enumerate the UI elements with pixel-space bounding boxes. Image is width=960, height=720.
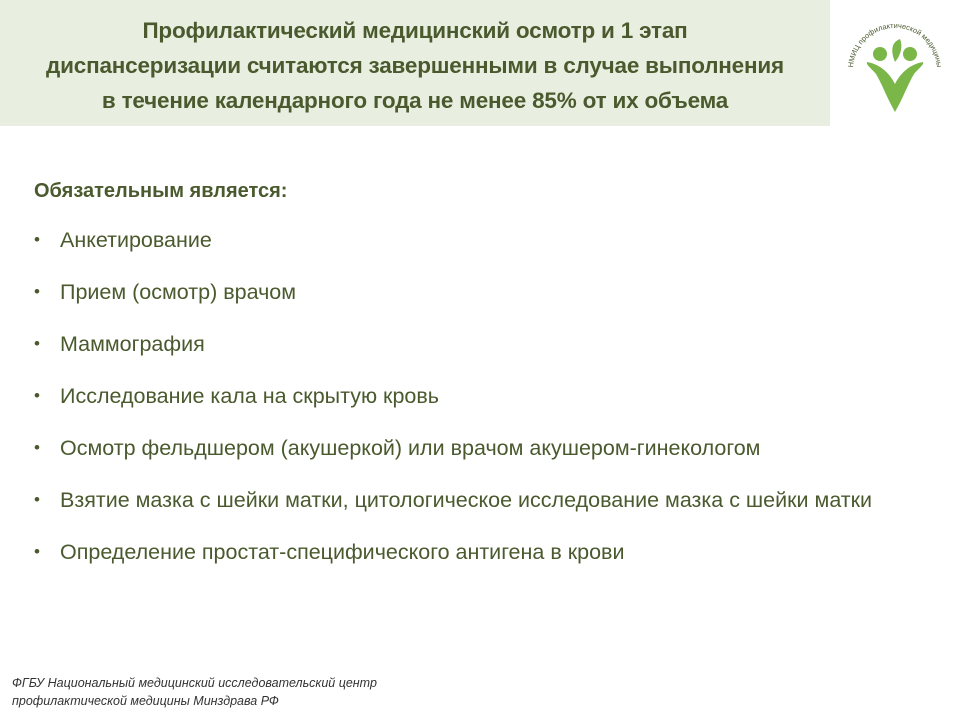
title-line: Профилактический медицинский осмотр и 1 этап (142, 18, 688, 43)
list-item (34, 526, 934, 578)
slide-title (0, 13, 830, 118)
list-item (34, 266, 934, 318)
list-item-text: Прием (осмотр) врачом (60, 280, 297, 304)
footer-line: ФГБУ Национальный медицинский исследовательский центр (12, 676, 377, 690)
list-item-text: Осмотр фельдшером (акушеркой) или врачом акушером-гинекологом (60, 436, 761, 460)
bullet-icon: • (34, 230, 40, 249)
list-item-text: Исследование кала на скрытую кровь (60, 384, 440, 408)
title-line: диспансеризации считаются завершенными в случае выполнения (46, 53, 784, 78)
logo-text: НМИЦ профилактической медицины (846, 20, 944, 68)
list-item-text: Маммография (60, 332, 205, 356)
bullet-icon: • (34, 334, 40, 353)
list-item (34, 214, 934, 266)
bullet-icon: • (34, 282, 40, 301)
list-item-text: Взятие мазка с шейки матки, цитологическое исследование мазка с шейки матки (60, 488, 873, 512)
title-line: в течение календарного года не менее 85% от их объема (101, 88, 729, 113)
list-item-text: Определение простат-специфического антигена в крови (60, 540, 625, 564)
list-item (34, 474, 934, 526)
people-figure-logo-icon (864, 39, 926, 112)
bullet-icon: • (34, 542, 40, 561)
list-item (34, 370, 934, 422)
nmic-logo (840, 12, 950, 122)
footer-organization (12, 674, 532, 710)
bullet-icon: • (34, 438, 40, 457)
list-item (34, 318, 934, 370)
list-item-text: Анкетирование (60, 228, 212, 252)
slide-content (34, 168, 934, 578)
footer-line: профилактической медицины Минздрава РФ (12, 694, 279, 708)
requirements-list (34, 214, 934, 578)
bullet-icon: • (34, 490, 40, 509)
bullet-icon: • (34, 386, 40, 405)
list-item (34, 422, 934, 474)
subheading: Обязательным является: (34, 180, 288, 202)
